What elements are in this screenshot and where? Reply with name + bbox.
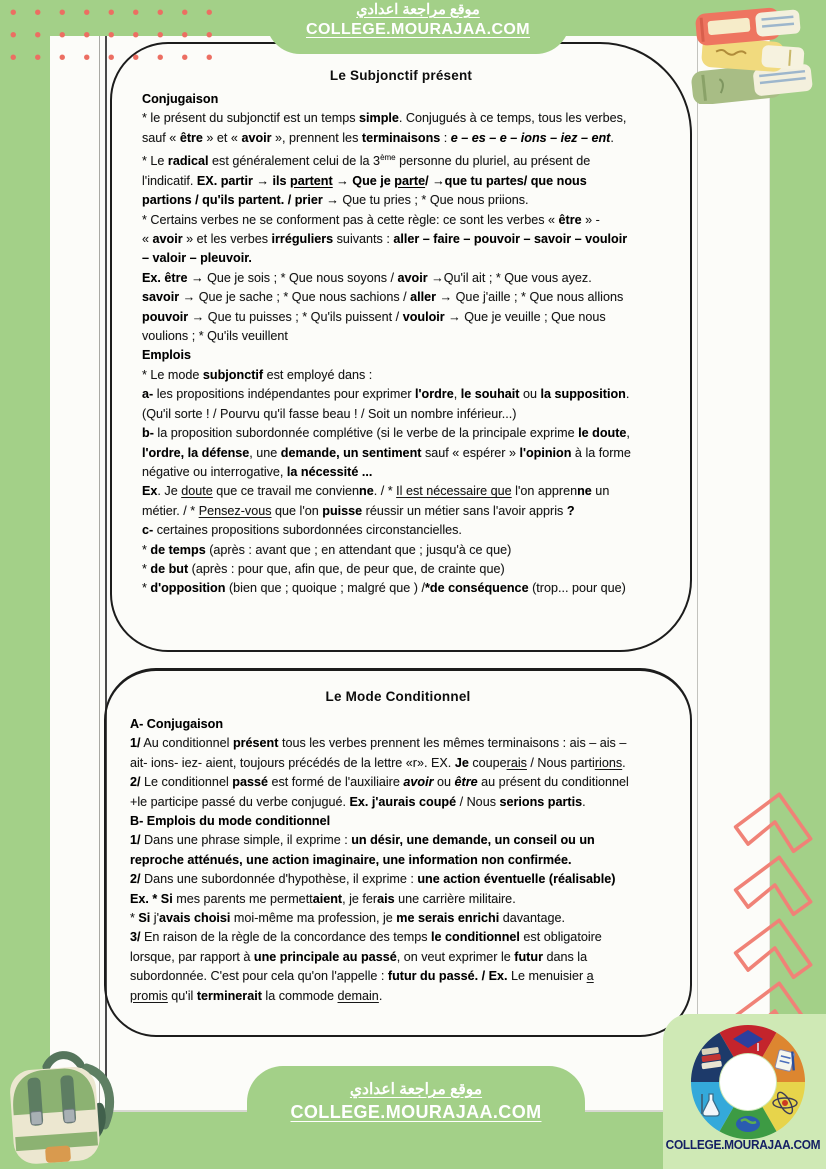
text-line: 1/ Au conditionnel présent tous les verbes prennent les mêmes terminaisons : ais – ais –	[130, 736, 627, 751]
text-line: B- Emplois du mode conditionnel	[130, 814, 331, 829]
text-line: – valoir – pleuvoir.	[142, 251, 252, 266]
text-line: Ex. être → Que je sois ; * Que nous soyons / avoir →Qu'il ait ; * Que vous ayez.	[142, 270, 592, 285]
conditionnel-text	[130, 715, 677, 1006]
text-line: ait- ions- iez- aient, toujours précédés de la lettre «r». EX. Je couperais / Nous partirions.	[130, 755, 626, 770]
text-line: * Le mode subjonctif est employé dans :	[142, 367, 373, 382]
scan-fold-line-light	[99, 36, 100, 1112]
text-line: 2/ Le conditionnel passé est formé de l'auxiliaire avoir ou être au présent du conditionnel	[130, 775, 629, 790]
logo-site-label: COLLEGE.MOURAJAA.COM	[665, 1138, 821, 1152]
subjonctif-title: Le Subjonctif présent	[329, 68, 473, 83]
text-line: l'ordre, la défense, une demande, un sentiment sauf « espérer » l'opinion à la forme	[142, 445, 631, 460]
text-line: Conjugaison	[142, 92, 219, 106]
text-line: * de but (après : pour que, afin que, de peur que, de crainte que)	[142, 561, 505, 576]
text-line: 2/ Dans une subordonnée d'hypothèse, il exprime : une action éventuelle (réalisable)	[130, 872, 616, 887]
text-line: l'indicatif. EX. partir → ils partent → Que je parte/ →que tu partes/ que nous	[142, 173, 587, 188]
text-line: * Le radical est généralement celui de la 3ème personne du pluriel, au présent de	[142, 153, 591, 169]
footer-banner	[247, 1066, 585, 1169]
text-line: voulions ; * Qu'ils veuillent	[142, 329, 288, 344]
logo-center-hole	[720, 1054, 776, 1110]
text-line: A- Conjugaison	[130, 717, 224, 731]
text-line: (Qu'il sorte ! / Pourvu qu'il fasse beau ! / Soit un nombre inférieur...)	[142, 406, 517, 421]
text-line: b- la proposition subordonnée complétive (si le verbe de la principale exprime le doute,	[142, 426, 630, 441]
text-line: Emplois	[142, 348, 191, 363]
backpack-icon	[0, 1048, 128, 1169]
text-line: « avoir » et les verbes irréguliers suivants : aller – faire – pouvoir – savoir – vouloir	[142, 232, 628, 247]
text-line: * d'opposition (bien que ; quoique ; malgré que ) /*de conséquence (trop... pour que)	[142, 581, 626, 596]
footer-site-url: COLLEGE.MOURAJAA.COM	[290, 1102, 542, 1122]
text-line: Ex. Je doute que ce travail me convienne. / * Il est nécessaire que l'on apprenne un	[142, 484, 610, 499]
conditionnel-title: Le Mode Conditionnel	[325, 689, 471, 704]
text-line: savoir → Que je sache ; * Que nous sachions / aller → Que j'aille ; * Que nous allions	[142, 290, 624, 305]
text-line: lorsque, par rapport à une principale au passé, on veut exprimer le futur dans la	[130, 949, 588, 964]
text-line: pouvoir → Que tu puisses ; * Qu'ils puissent / vouloir → Que je veuille ; Que nous	[142, 309, 606, 324]
header-site-url: COLLEGE.MOURAJAA.COM	[306, 21, 530, 38]
footer-arabic-title: موقع مراجعة اعدادي	[349, 1081, 483, 1098]
text-line: 3/ En raison de la règle de la concordance des temps le conditionnel est obligatoire	[130, 930, 602, 945]
books-icon	[699, 1047, 722, 1070]
text-line: subordonnée. C'est pour cela qu'on l'appelle : futur du passé. / Ex. Le menuisier a	[130, 969, 594, 984]
subjonctif-text	[142, 90, 677, 599]
text-line: reproche atténués, une action imaginaire, une information non confirmée.	[130, 852, 572, 867]
text-line: métier. / * Pensez-vous que l'on puisse réussir un métier sans l'avoir appris ?	[142, 503, 575, 518]
text-line: c- certaines propositions subordonnées circonstancielles.	[142, 523, 462, 538]
text-line: * Si j'avais choisi moi-même ma profession, je me serais enrichi davantage.	[130, 911, 566, 926]
scan-edge-line-right	[697, 36, 698, 1112]
text-line: * Certains verbes ne se conforment pas à cette règle: ce sont les verbes « être » -	[142, 212, 600, 227]
dot-grid-pattern	[0, 0, 214, 62]
text-line: promis qu'il terminerait la commode demain.	[130, 988, 383, 1003]
text-line: 1/ Dans une phrase simple, il exprime : un désir, une demande, un conseil ou un	[130, 833, 595, 848]
conditionnel-card	[104, 668, 692, 1037]
text-line: négative ou interrogative, la nécessité ...	[142, 464, 373, 479]
text-line: a- les propositions indépendantes pour exprimer l'ordre, le souhait ou la supposition.	[142, 387, 630, 402]
subjonctif-card	[110, 42, 692, 652]
text-line: partions / qu'ils partent. / prier → Que tu pries ; * Que nous priions.	[142, 193, 529, 208]
text-line: * de temps (après : avant que ; en attendant que ; jusqu'à ce que)	[142, 542, 512, 557]
text-line: +le participe passé du verbe conjugué. Ex. j'aurais coupé / Nous serions partis.	[130, 794, 586, 809]
text-line: sauf « être » et « avoir », prennent les terminaisons : e – es – e – ions – iez – ent.	[142, 130, 614, 145]
header-banner	[266, 0, 570, 54]
header-arabic-title: موقع مراجعة اعدادي	[356, 2, 480, 18]
text-line: * le présent du subjonctif est un temps simple. Conjugués à ce temps, tous les verbes,	[142, 111, 627, 126]
red-book	[695, 5, 801, 46]
text-line: Ex. * Si mes parents me permettaient, je ferais une carrière militaire.	[130, 891, 516, 906]
globe-icon	[736, 1116, 760, 1132]
book-stack-icon	[690, 4, 824, 104]
